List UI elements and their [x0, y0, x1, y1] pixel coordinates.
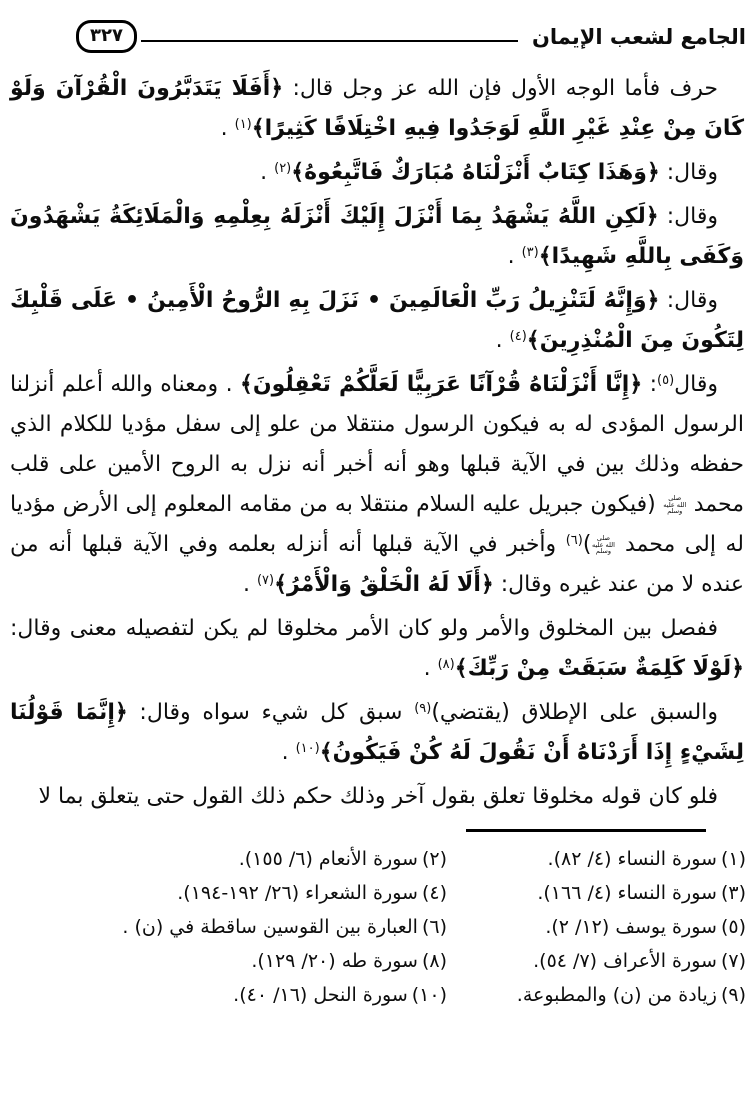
footnote-marker: (٨)	[421, 950, 447, 972]
page-body	[0, 53, 754, 817]
body-text: .	[260, 160, 275, 185]
body-text: . ومعناه والله أعلم أنزلنا الرسول المؤدى له به فيكون الرسول منتقلا من علو إلى سفل مؤديا للكلام الذي حفظه وذلك بين في الآية قبلها وهو أنه أخبر أنه نزل به الروح الأمين على قلب محمد	[10, 372, 744, 517]
footnote-entry	[8, 876, 447, 910]
body-text: ففصل بين المخلوق والأمر ولو كان الأمر مخلوقا لم يكن لتفصيله معنى وقال:	[10, 616, 718, 641]
quran-verse: ﴿أَلَا لَهُ الْخَلْقُ وَالْأَمْرُ﴾	[274, 572, 494, 597]
footnote-text: سورة الأعراف (٧/ ٥٤).	[533, 950, 717, 972]
body-text: حرف فأما الوجه الأول فإن الله عز وجل قال:	[283, 76, 719, 101]
quran-verse: ﴿إِنَّمَا قَوْلُنَا لِشَيْءٍ إِذَا أَرَدْنَاهُ أَنْ نَقُولَ لَهُ كُنْ فَيَكُونُ﴾	[10, 700, 744, 765]
book-title: الجامع لشعب الإيمان	[531, 24, 746, 49]
footnote-ref: (٢)	[274, 161, 292, 176]
footnote-ref: (٤)	[509, 329, 527, 344]
quran-verse: ﴿أَفَلَا يَتَدَبَّرُونَ الْقُرْآنَ وَلَوْ كَانَ مِنْ عِنْدِ غَيْرِ اللَّهِ لَوَجَدُوا فِيهِ اخْتِلَافًا كَثِيرًا﴾	[10, 76, 744, 141]
footnote-ref: (٦)	[565, 533, 583, 548]
saw-ligature: صلى الله عليه وسلم	[591, 534, 615, 556]
quran-verse: ﴿وَهَذَا كِتَابٌ أَنْزَلْنَاهُ مُبَارَكٌ فَاتَّبِعُوهُ﴾	[291, 160, 660, 185]
body-text: .	[242, 572, 257, 597]
footnote-entry	[447, 910, 746, 944]
footnotes-section	[0, 838, 754, 1012]
footnote-ref: (٣)	[521, 245, 539, 260]
footnote-entry	[447, 876, 746, 910]
body-paragraph	[10, 69, 744, 149]
body-text: وأخبر في الآية قبلها أنه أنزله بعلمه وفي الآية قبلها أنه من عنده لا من عند غيره وقال:	[10, 532, 744, 597]
footnote-ref: (٨)	[437, 657, 455, 672]
body-paragraph	[10, 609, 744, 689]
quran-verse: ﴿إِنَّا أَنْزَلْنَاهُ قُرْآنًا عَرَبِيًّا لَعَلَّكُمْ تَعْقِلُونَ﴾	[239, 372, 643, 397]
footnote-marker: (٢)	[421, 848, 447, 870]
footnote-text: زيادة من (ن) والمطبوعة.	[516, 984, 717, 1006]
footnote-text: سورة النساء (٤/ ١٦٦).	[537, 882, 717, 904]
footnote-ref: (٩)	[414, 701, 432, 716]
footnote-ref: (٧)	[256, 573, 275, 588]
footnote-text: العبارة بين القوسين ساقطة في (ن) .	[122, 916, 418, 938]
footnote-marker: (٥)	[720, 916, 746, 938]
footnote-entry	[447, 842, 746, 876]
footnote-entry	[8, 944, 447, 978]
footnote-marker: (٦)	[421, 916, 447, 938]
body-text: سبق كل شيء سواه وقال:	[127, 700, 415, 725]
footnote-text: سورة النحل (١٦/ ٤٠).	[233, 984, 408, 1006]
body-text: وقال	[674, 372, 718, 397]
footnote-entry	[8, 978, 447, 1012]
footnote-entry	[8, 910, 447, 944]
body-text: .	[423, 656, 438, 681]
body-text: وقال:	[659, 160, 718, 185]
footnote-text: سورة الأنعام (٦/ ١٥٥).	[238, 848, 418, 870]
body-text: فلو كان قوله مخلوقا تعلق بقول آخر وذلك حكم ذلك القول حتى يتعلق بما لا	[38, 784, 718, 809]
footnote-marker: (٣)	[720, 882, 746, 904]
footnote-marker: (١)	[720, 848, 746, 870]
body-text: .	[507, 244, 522, 269]
body-paragraph	[10, 777, 744, 817]
body-text: وقال:	[659, 288, 718, 313]
body-text: :	[642, 372, 658, 397]
page-header	[0, 0, 754, 53]
quran-verse: ﴿لَكِنِ اللَّهُ يَشْهَدُ بِمَا أَنْزَلَ إِلَيْكَ أَنْزَلَهُ بِعِلْمِهِ وَالْمَلَائِكَةُ يَشْهَدُونَ وَكَفَى بِاللَّهِ شَهِيدًا﴾	[10, 204, 744, 269]
body-paragraph	[10, 365, 744, 605]
body-paragraph	[10, 281, 744, 361]
footnote-entry	[447, 978, 746, 1012]
footnote-ref: (١٠)	[295, 741, 320, 756]
body-text: .	[281, 740, 296, 765]
footnote-marker: (١٠)	[411, 984, 447, 1006]
body-text: .	[495, 328, 510, 353]
footnote-text: سورة الشعراء (٢٦/ ١٩٢-١٩٤).	[177, 882, 418, 904]
footnote-marker: (٤)	[421, 882, 447, 904]
page-number-badge: ٣٢٧	[76, 20, 137, 53]
body-text: )	[582, 532, 592, 557]
footnote-text: سورة النساء (٤/ ٨٢).	[547, 848, 717, 870]
footnote-entry	[447, 944, 746, 978]
footnote-text: سورة طه (٢٠/ ١٢٩).	[251, 950, 418, 972]
body-text: .	[220, 116, 235, 141]
body-text: وقال:	[658, 204, 719, 229]
body-text: والسبق على الإطلاق (يقتضي)	[431, 700, 719, 725]
body-text: (فيكون جبريل عليه السلام منتقلا به من مقامه المعلوم إلى الأرض مؤديا له إلى محمد	[10, 492, 744, 557]
body-paragraph	[10, 153, 744, 193]
footnote-entry	[8, 842, 447, 876]
footnote-marker: (٧)	[720, 950, 746, 972]
footnote-ref: (١)	[234, 117, 252, 132]
footnote-ref: (٥)	[657, 373, 675, 388]
footnote-marker: (٩)	[720, 984, 746, 1006]
footnote-separator	[466, 829, 706, 832]
body-paragraph	[10, 197, 744, 277]
body-paragraph	[10, 693, 744, 773]
header-rule	[141, 40, 518, 42]
quran-verse: ﴿وَإِنَّهُ لَتَنْزِيلُ رَبِّ الْعَالَمِينَ • نَزَلَ بِهِ الرُّوحُ الْأَمِينُ • عَلَى قَلْبِكَ لِتَكُونَ مِنَ الْمُنْذِرِينَ﴾	[10, 288, 744, 353]
footnote-text: سورة يوسف (١٢/ ٢).	[545, 916, 717, 938]
saw-ligature: صلى الله عليه وسلم	[663, 494, 687, 516]
quran-verse: ﴿لَوْلَا كَلِمَةٌ سَبَقَتْ مِنْ رَبِّكَ﴾	[454, 656, 744, 681]
